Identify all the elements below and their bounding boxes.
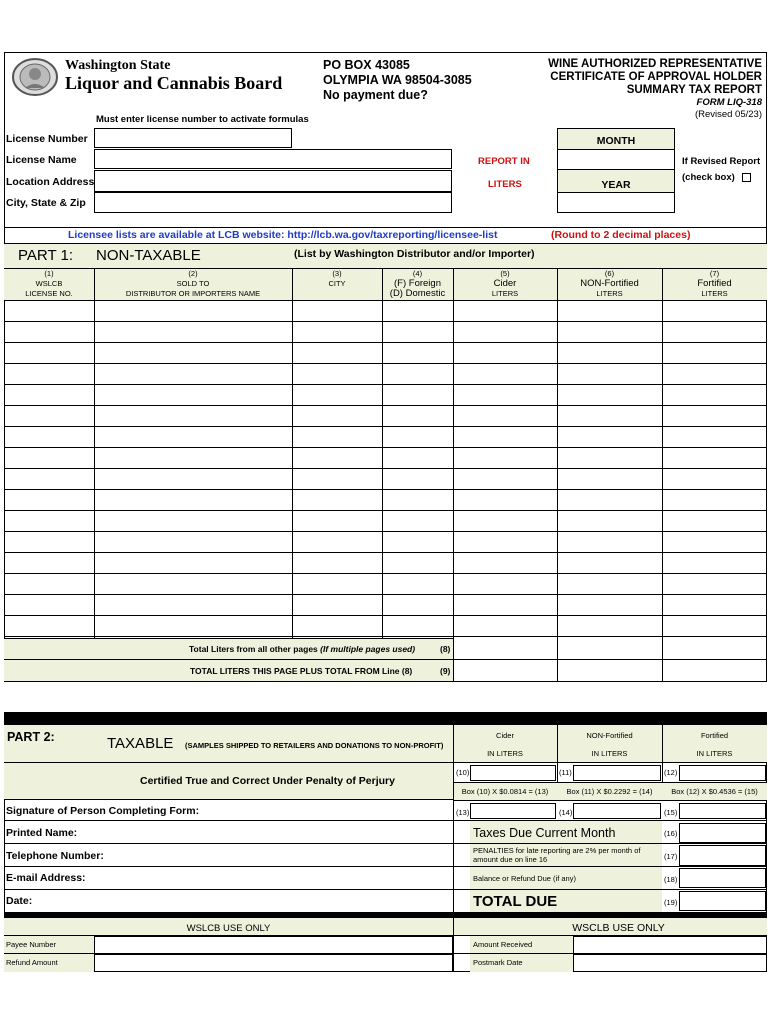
- col-foreign-domestic-cell[interactable]: [383, 512, 452, 531]
- city-state-zip-input[interactable]: [94, 192, 452, 213]
- address-line1: PO BOX 43085: [323, 58, 410, 72]
- col-foreign-domestic-cell[interactable]: [383, 533, 452, 552]
- box14-number: (14): [559, 808, 573, 817]
- col-foreign-domestic-cell[interactable]: [383, 323, 452, 342]
- col-fortified-cell[interactable]: [663, 323, 766, 342]
- col-fortified-cell[interactable]: [663, 365, 766, 384]
- col-nonfortified-cell[interactable]: [558, 302, 661, 321]
- email-label: E-mail Address:: [6, 872, 86, 884]
- liters-label: LITERS: [488, 179, 522, 190]
- col-license-no-cell[interactable]: [5, 554, 93, 573]
- licensee-list-notice: Licensee lists are available at LCB website: http://lcb.wa.gov/taxreporting/licensee-list: [68, 229, 498, 241]
- col-nonfortified-cell[interactable]: [558, 323, 661, 342]
- col-license-no-cell[interactable]: [5, 491, 93, 510]
- month-input[interactable]: [557, 149, 675, 170]
- col-city-cell[interactable]: [293, 470, 381, 489]
- col-nonfortified-cell[interactable]: [558, 449, 661, 468]
- col-cider-header: (5) Cider LITERS: [491, 269, 519, 298]
- col-city-cell[interactable]: [293, 617, 381, 636]
- col-city-cell[interactable]: [293, 512, 381, 531]
- col-fortified-cell[interactable]: [663, 386, 766, 405]
- signature-label: Signature of Person Completing Form:: [6, 805, 200, 817]
- box14-input[interactable]: [573, 803, 661, 819]
- cider-unit: IN LITERS: [487, 749, 523, 758]
- col-fortified-cell[interactable]: [663, 575, 766, 594]
- line8-nonfortified-total[interactable]: [558, 639, 661, 658]
- col-nonfortified-cell[interactable]: [558, 617, 661, 636]
- refund-amount-input[interactable]: [94, 954, 453, 972]
- col-nonfortified-cell[interactable]: [558, 386, 661, 405]
- col-city-cell[interactable]: [293, 533, 381, 552]
- box15-formula: Box (12) X $0.4536 = (15): [671, 787, 758, 796]
- city-state-zip-label: City, State & Zip: [6, 197, 86, 209]
- col-foreign-domestic-cell[interactable]: [383, 449, 452, 468]
- col-foreign-domestic-cell[interactable]: [383, 596, 452, 615]
- payee-number-label: Payee Number: [6, 940, 57, 949]
- col-cider-cell[interactable]: [454, 617, 556, 636]
- title-line2: CERTIFICATE OF APPROVAL HOLDER: [550, 71, 762, 83]
- license-name-label: License Name: [6, 154, 77, 166]
- printed-name-label: Printed Name:: [6, 827, 78, 839]
- signature-input[interactable]: [230, 802, 452, 820]
- col-sold-to-header: (2) SOLD TO DISTRIBUTOR OR IMPORTERS NAME: [125, 269, 261, 298]
- col-foreign-domestic-header: (4) (F) Foreign (D) Domestic: [389, 269, 446, 299]
- col-cider-cell[interactable]: [454, 596, 556, 615]
- col-nonfortified-cell[interactable]: [558, 407, 661, 426]
- report-in-label: REPORT IN: [478, 156, 530, 167]
- refund-amount-label: Refund Amount: [6, 958, 58, 967]
- rounding-notice: (Round to 2 decimal places): [551, 229, 691, 241]
- col-foreign-domestic-cell[interactable]: [383, 344, 452, 363]
- col-city-cell[interactable]: [293, 407, 381, 426]
- box10-input[interactable]: [470, 765, 556, 781]
- col-nonfortified-cell[interactable]: [558, 554, 661, 573]
- col-fortified-cell[interactable]: [663, 407, 766, 426]
- box18-number: (18): [664, 875, 678, 884]
- agency-logo-block: [8, 56, 314, 98]
- col-cider-cell[interactable]: [454, 365, 556, 384]
- col-nonfortified-cell[interactable]: [558, 365, 661, 384]
- box17-number: (17): [664, 852, 678, 861]
- total-this-page-label: TOTAL LITERS THIS PAGE PLUS TOTAL FROM Line (8): [190, 666, 413, 676]
- year-input[interactable]: [557, 192, 675, 213]
- col-license-no-cell[interactable]: [5, 512, 93, 531]
- agency-name-line2: Liquor and Cannabis Board: [65, 73, 283, 93]
- revised-checkbox[interactable]: [742, 173, 751, 182]
- col-license-no-cell[interactable]: [5, 617, 93, 636]
- col-sold-to-cell[interactable]: [95, 596, 291, 615]
- col-license-no-cell[interactable]: [5, 323, 93, 342]
- box16-input[interactable]: [679, 823, 766, 843]
- line8-cider-total[interactable]: [454, 639, 556, 658]
- col-fortified-cell[interactable]: [663, 533, 766, 552]
- col-sold-to-cell[interactable]: [95, 575, 291, 594]
- box10-number: (10): [456, 768, 470, 777]
- col-fortified-cell[interactable]: [663, 491, 766, 510]
- location-address-label: Location Address: [6, 176, 95, 188]
- penalties-note: PENALTIES for late reporting are 2% per month of amount due on line 16: [473, 846, 641, 864]
- col-sold-to-cell[interactable]: [95, 491, 291, 510]
- col-city-cell[interactable]: [293, 365, 381, 384]
- col-city-cell[interactable]: [293, 575, 381, 594]
- col-fortified-cell[interactable]: [663, 470, 766, 489]
- box11-number: (11): [559, 768, 572, 777]
- wslcb-use-only-left: WSLCB USE ONLY: [186, 923, 271, 934]
- col-foreign-domestic-cell[interactable]: [383, 575, 452, 594]
- col-license-no-header: (1) WSLCB LICENSE NO.: [25, 269, 73, 298]
- col-fortified-cell[interactable]: [663, 554, 766, 573]
- col-license-no-cell[interactable]: [5, 407, 93, 426]
- col-nonfortified-cell[interactable]: [558, 428, 661, 447]
- col-foreign-domestic-cell[interactable]: [383, 428, 452, 447]
- col-city-cell[interactable]: [293, 323, 381, 342]
- part1-subtitle: (List by Washington Distributor and/or Importer): [294, 248, 535, 260]
- col-cider-cell[interactable]: [454, 428, 556, 447]
- agency-name-line1: Washington State: [65, 58, 171, 73]
- part1-title: NON-TAXABLE: [96, 247, 201, 264]
- col-license-no-cell[interactable]: [5, 344, 93, 363]
- col-nonfortified-cell[interactable]: [558, 470, 661, 489]
- col-cider-cell[interactable]: [454, 407, 556, 426]
- col-fortified-cell[interactable]: [663, 428, 766, 447]
- col-license-no-cell[interactable]: [5, 365, 93, 384]
- col-nonfortified-cell[interactable]: [558, 596, 661, 615]
- mailing-address: [323, 58, 472, 103]
- col-foreign-domestic-cell[interactable]: [383, 365, 452, 384]
- col-license-no-cell[interactable]: [5, 386, 93, 405]
- nonfortified-unit: IN LITERS: [591, 749, 628, 758]
- taxes-due-label: Taxes Due Current Month: [473, 826, 616, 840]
- col-fortified-cell[interactable]: [663, 302, 766, 321]
- col-cider-cell[interactable]: [454, 344, 556, 363]
- month-label: MONTH: [596, 135, 636, 147]
- address-line3: No payment due?: [323, 88, 428, 102]
- col-foreign-domestic-cell[interactable]: [383, 617, 452, 636]
- col-sold-to-cell[interactable]: [95, 365, 291, 384]
- line9-cider-total[interactable]: [454, 661, 556, 680]
- col-sold-to-cell[interactable]: [95, 386, 291, 405]
- fortified-header: Fortified: [700, 731, 729, 740]
- col-license-no-cell[interactable]: [5, 428, 93, 447]
- box15-number: (15): [664, 808, 678, 817]
- box18-input[interactable]: [679, 868, 766, 888]
- telephone-label: Telephone Number:: [6, 850, 104, 862]
- revised-date: (Revised 05/23): [694, 109, 762, 120]
- col-foreign-domestic-cell[interactable]: [383, 470, 452, 489]
- col-license-no-cell[interactable]: [5, 533, 93, 552]
- title-line3: SUMMARY TAX REPORT: [626, 84, 762, 96]
- line8-number: (8): [440, 644, 451, 654]
- certified-statement: Certified True and Correct Under Penalty of Perjury: [140, 775, 395, 787]
- location-address-input[interactable]: [94, 170, 452, 192]
- title-line1: WINE AUTHORIZED REPRESENTATIVE: [548, 58, 762, 70]
- postmark-date-label: Postmark Date: [473, 958, 523, 967]
- col-cider-cell[interactable]: [454, 302, 556, 321]
- check-box-label: (check box): [682, 172, 735, 183]
- telephone-input[interactable]: [115, 846, 452, 866]
- state-seal-icon: [10, 58, 60, 96]
- col-sold-to-cell[interactable]: [95, 302, 291, 321]
- col-license-no-cell[interactable]: [5, 470, 93, 489]
- box12-number: (12): [664, 768, 678, 777]
- date-label: Date:: [6, 895, 33, 907]
- col-cider-cell[interactable]: [454, 491, 556, 510]
- address-line2: OLYMPIA WA 98504-3085: [323, 73, 472, 87]
- line9-fortified-total[interactable]: [663, 661, 766, 680]
- form-number: FORM LIQ-318: [696, 97, 762, 108]
- col-foreign-domestic-cell[interactable]: [383, 386, 452, 405]
- year-label: YEAR: [601, 179, 631, 191]
- license-number-input[interactable]: [94, 128, 292, 148]
- col-sold-to-cell[interactable]: [95, 554, 291, 573]
- col-city-cell[interactable]: [293, 386, 381, 405]
- part2-label: PART 2:: [7, 730, 55, 744]
- col-nonfortified-cell[interactable]: [558, 491, 661, 510]
- col-city-cell[interactable]: [293, 344, 381, 363]
- balance-label: Balance or Refund Due (if any): [473, 874, 576, 883]
- col-sold-to-cell[interactable]: [95, 449, 291, 468]
- amount-received-label: Amount Received: [473, 940, 533, 949]
- box11-input[interactable]: [573, 765, 661, 781]
- col-cider-cell[interactable]: [454, 470, 556, 489]
- col-cider-cell[interactable]: [454, 323, 556, 342]
- col-foreign-domestic-cell[interactable]: [383, 302, 452, 321]
- box14-formula: Box (11) X $0.2292 = (14): [566, 787, 653, 796]
- box13-number: (13): [456, 808, 470, 817]
- col-nonfortified-cell[interactable]: [558, 575, 661, 594]
- nonfortified-header: NON-Fortified: [586, 731, 633, 740]
- part1-label: PART 1:: [18, 247, 74, 264]
- line9-nonfortified-total[interactable]: [558, 661, 661, 680]
- line9-number: (9): [440, 666, 451, 676]
- total-due-label: TOTAL DUE: [473, 893, 558, 910]
- col-sold-to-cell[interactable]: [95, 323, 291, 342]
- col-foreign-domestic-cell[interactable]: [383, 491, 452, 510]
- col-city-cell[interactable]: [293, 491, 381, 510]
- col-sold-to-cell[interactable]: [95, 533, 291, 552]
- col-cider-cell[interactable]: [454, 575, 556, 594]
- col-sold-to-cell[interactable]: [95, 344, 291, 363]
- col-sold-to-cell[interactable]: [95, 470, 291, 489]
- fortified-unit: IN LITERS: [696, 749, 733, 758]
- col-fortified-cell[interactable]: [663, 617, 766, 636]
- col-cider-cell[interactable]: [454, 533, 556, 552]
- box16-number: (16): [664, 829, 678, 838]
- box19-input[interactable]: [679, 891, 766, 911]
- col-sold-to-cell[interactable]: [95, 428, 291, 447]
- total-other-pages-label: Total Liters from all other pages (If multiple pages used): [189, 644, 416, 654]
- col-foreign-domestic-cell[interactable]: [383, 554, 452, 573]
- col-fortified-cell[interactable]: [663, 344, 766, 363]
- amount-received-input[interactable]: [573, 936, 767, 954]
- col-foreign-domestic-cell[interactable]: [383, 407, 452, 426]
- col-license-no-cell[interactable]: [5, 302, 93, 321]
- col-city-header: (3) CITY: [328, 269, 346, 288]
- line8-fortified-total[interactable]: [663, 639, 766, 658]
- box19-number: (19): [664, 898, 678, 907]
- payee-number-input[interactable]: [94, 936, 453, 954]
- box13-formula: Box (10) X $0.0814 = (13): [461, 787, 549, 796]
- part2-subtitle: (SAMPLES SHIPPED TO RETAILERS AND DONATIONS TO NON-PROFIT): [185, 741, 444, 750]
- box12-input[interactable]: [679, 765, 766, 781]
- col-city-cell[interactable]: [293, 428, 381, 447]
- part2-title: TAXABLE: [107, 735, 174, 752]
- postmark-date-input[interactable]: [573, 954, 767, 972]
- col-license-no-cell[interactable]: [5, 575, 93, 594]
- col-cider-cell[interactable]: [454, 449, 556, 468]
- date-input[interactable]: [40, 891, 452, 911]
- license-instruction: Must enter license number to activate formulas: [96, 114, 309, 125]
- license-name-input[interactable]: [94, 149, 452, 169]
- cider-header: Cider: [496, 731, 514, 740]
- col-city-cell[interactable]: [293, 596, 381, 615]
- col-city-cell[interactable]: [293, 302, 381, 321]
- col-fortified-cell[interactable]: [663, 449, 766, 468]
- license-number-label: License Number: [6, 133, 88, 145]
- box13-input[interactable]: [470, 803, 556, 819]
- box17-input[interactable]: [679, 845, 766, 866]
- col-city-cell[interactable]: [293, 449, 381, 468]
- col-fortified-cell[interactable]: [663, 512, 766, 531]
- box15-input[interactable]: [679, 803, 766, 819]
- col-sold-to-cell[interactable]: [95, 617, 291, 636]
- if-revised-label: If Revised Report: [682, 156, 761, 167]
- col-cider-cell[interactable]: [454, 386, 556, 405]
- col-sold-to-cell[interactable]: [95, 407, 291, 426]
- col-sold-to-cell[interactable]: [95, 512, 291, 531]
- wsclb-use-only-right: WSCLB USE ONLY: [572, 922, 665, 934]
- col-nonfortified-cell[interactable]: [558, 344, 661, 363]
- form-title: [548, 58, 762, 121]
- col-cider-cell[interactable]: [454, 512, 556, 531]
- col-license-no-cell[interactable]: [5, 449, 93, 468]
- email-input[interactable]: [98, 868, 452, 888]
- col-nonfortified-header: (6) NON-Fortified LITERS: [580, 269, 639, 298]
- col-license-no-cell[interactable]: [5, 596, 93, 615]
- col-nonfortified-cell[interactable]: [558, 512, 661, 531]
- printed-name-input[interactable]: [90, 823, 452, 843]
- col-cider-cell[interactable]: [454, 554, 556, 573]
- col-nonfortified-cell[interactable]: [558, 533, 661, 552]
- col-fortified-cell[interactable]: [663, 596, 766, 615]
- col-city-cell[interactable]: [293, 554, 381, 573]
- col-fortified-header: (7) Fortified LITERS: [697, 269, 732, 298]
